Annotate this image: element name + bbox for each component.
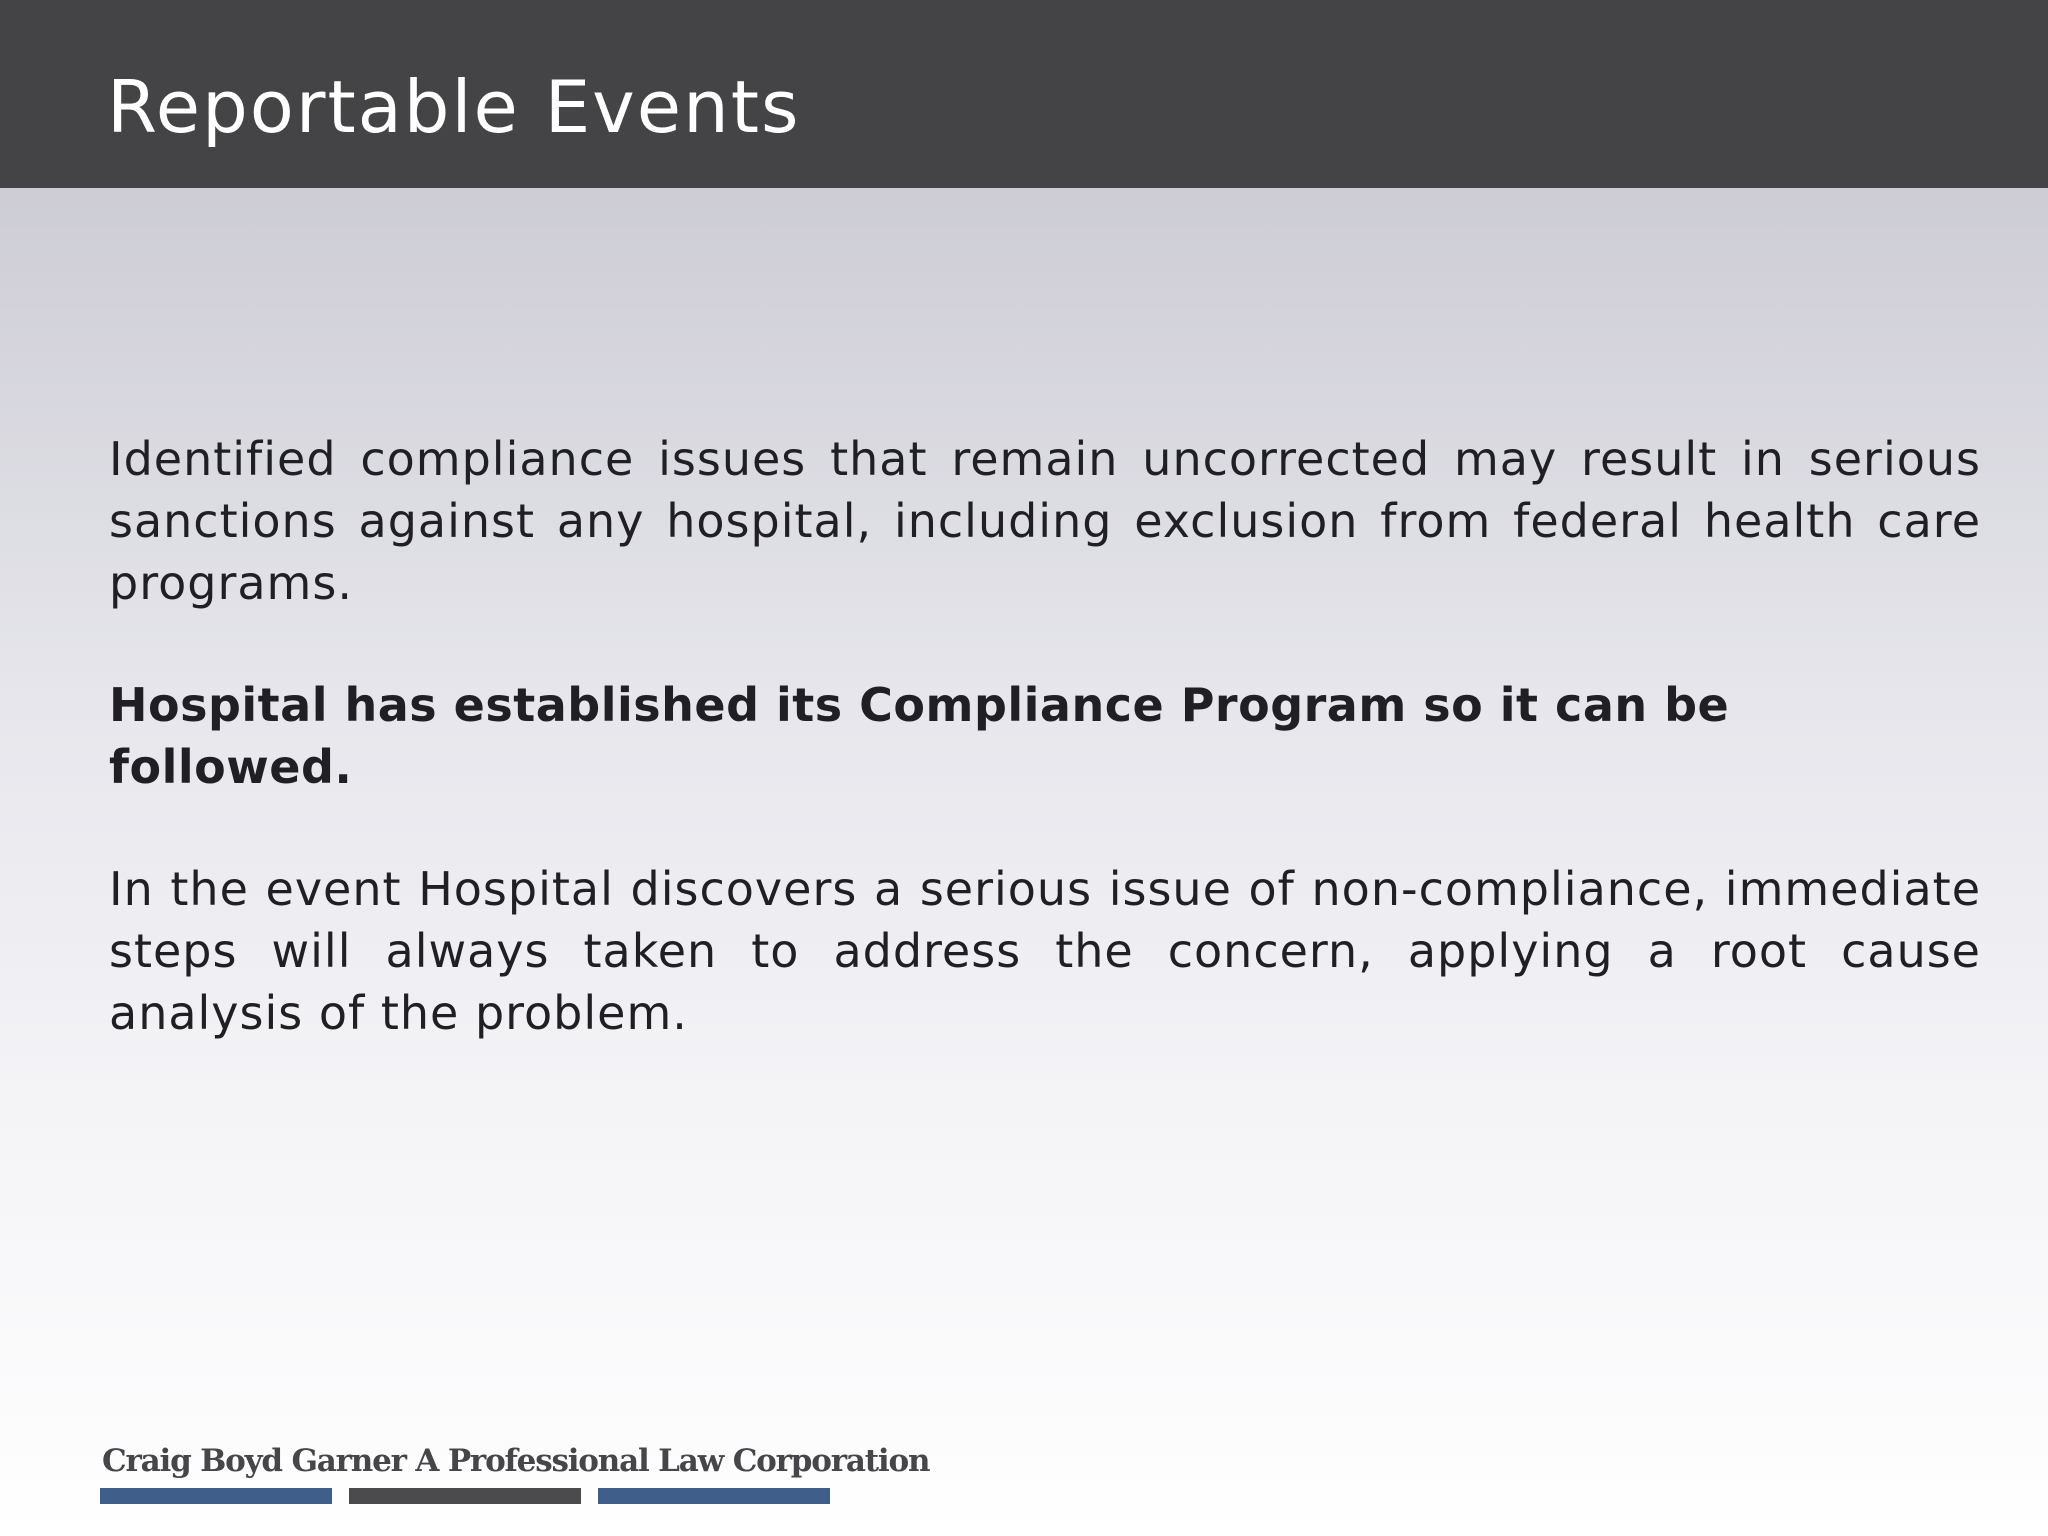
title-bar [0, 0, 2048, 188]
logo-bar-middle [349, 1488, 581, 1504]
firm-logo-text: Craig Boyd Garner A Professional Law Corporation [102, 1443, 930, 1479]
paragraph-compliance-program: Hospital has established its Compliance Program so it can be followed. [109, 678, 1730, 794]
firm-logo [100, 1438, 930, 1508]
slide-title: Reportable Events [107, 65, 801, 149]
logo-bar-left [100, 1488, 332, 1504]
paragraph-non-compliance: In the event Hospital discovers a serious issue of non-compliance, immediate steps will always taken to address the concern, applying a root cause analysis of the problem. [109, 862, 1981, 1040]
logo-bar-right [598, 1488, 830, 1504]
slide-body [109, 428, 1981, 1044]
paragraph-sanctions: Identified compliance issues that remain uncorrected may result in serious sanctions against any hospital, including exclusion from federal health care programs. [109, 432, 1981, 610]
